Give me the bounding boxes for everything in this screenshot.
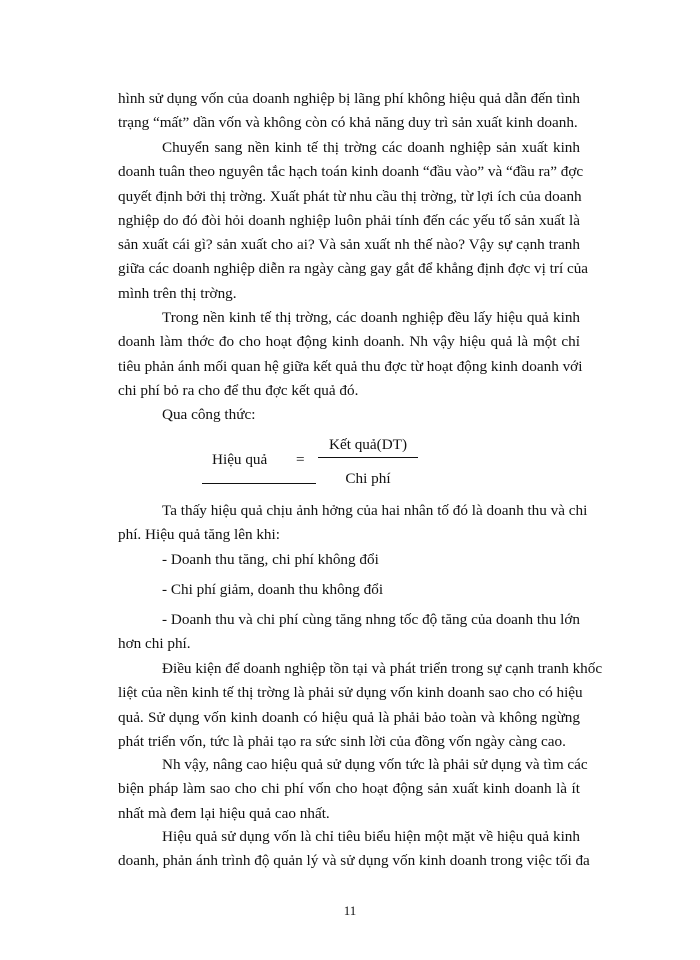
text-line: phí. Hiệu quả tăng lên khi: bbox=[118, 526, 280, 544]
text-line: - Chi phí giảm, doanh thu không đổi bbox=[162, 581, 384, 598]
text-line: tiêu phản ánh mối quan hệ giữa kết quả thu đợc từ hoạt động kinh doanh với bbox=[118, 357, 583, 375]
formula-denominator: Chi phí bbox=[345, 470, 391, 487]
bullet-1 bbox=[118, 548, 580, 572]
text-line: doanh, phản ánh trình độ quản lý và sử dụng vốn kinh doanh trong việc tối đa bbox=[118, 852, 590, 870]
bullet-3 bbox=[118, 608, 580, 657]
text-line: quyết định bởi thị trờng. Xuất phát từ nhu cầu thị trờng, từ lợi ích của doanh bbox=[118, 187, 582, 205]
bullet-2 bbox=[118, 578, 580, 602]
paragraph-1 bbox=[118, 87, 580, 136]
text-line: Qua công thức: bbox=[162, 406, 256, 423]
text-line: phát triển vốn, tức là phải tạo ra sức sinh lời của đồng vốn ngày càng cao. bbox=[118, 732, 566, 750]
formula-label: Hiệu quả bbox=[212, 451, 268, 468]
text-line: Trong nền kinh tế thị trờng, các doanh nghiệp đều lấy hiệu quả kinh bbox=[162, 309, 580, 326]
paragraph-3 bbox=[118, 306, 583, 403]
text-line: hơn chi phí. bbox=[118, 635, 191, 653]
paragraph-6 bbox=[118, 657, 603, 754]
text-line: biện pháp làm sao cho chi phí vốn cho hoạt động sản xuất kinh doanh là ít bbox=[118, 780, 580, 798]
paragraph-7 bbox=[118, 753, 588, 826]
page-number: 11 bbox=[343, 903, 357, 918]
formula-equals: = bbox=[296, 451, 305, 468]
formula-underline bbox=[202, 483, 316, 484]
text-line: chi phí bỏ ra cho để thu đợc kết quả đó. bbox=[118, 381, 359, 399]
text-line: liệt của nền kinh tế thị trờng là phải sử dụng vốn kinh doanh sao cho có hiệu bbox=[118, 684, 583, 702]
text-line: - Doanh thu tăng, chi phí không đổi bbox=[162, 551, 379, 568]
text-line: sản xuất cái gì? sản xuất cho ai? Và sản xuất nh thế nào? Vậy sự cạnh tranh bbox=[118, 236, 580, 254]
paragraph-2 bbox=[118, 136, 589, 306]
text-line: mình trên thị trờng. bbox=[118, 284, 237, 302]
paragraph-4 bbox=[118, 403, 580, 427]
text-line: nghiệp do đó đòi hỏi doanh nghiệp luôn phải tính đến các yếu tố sản xuất là bbox=[118, 211, 580, 229]
text-line: doanh làm thớc đo cho hoạt động kinh doanh. Nh vậy hiệu quả là một chỉ bbox=[118, 333, 580, 351]
text-line: quả. Sử dụng vốn kinh doanh có hiệu quả là phải bảo toàn và không ngừng bbox=[118, 708, 580, 726]
text-line: trạng “mất” dần vốn và không còn có khả năng duy trì sản xuất kinh doanh. bbox=[118, 114, 578, 132]
text-line: giữa các doanh nghiệp diễn ra ngày càng gay gắt để khẳng định đợc vị trí của bbox=[118, 260, 589, 278]
text-line: Chuyển sang nền kinh tế thị trờng các doanh nghiệp sản xuất kinh bbox=[162, 139, 580, 156]
text-line: Hiệu quả sử dụng vốn là chỉ tiêu biểu hiện một mặt về hiệu quả kinh bbox=[162, 828, 580, 845]
text-line: - Doanh thu và chi phí cùng tăng nhng tốc độ tăng của doanh thu lớn bbox=[162, 611, 580, 628]
text-line: hình sử dụng vốn của doanh nghiệp bị lãng phí không hiệu quả dẫn đến tình bbox=[118, 90, 580, 107]
text-line: Điều kiện để doanh nghiệp tồn tại và phát triển trong sự cạnh tranh khốc bbox=[162, 660, 603, 677]
text-line: nhất mà đem lại hiệu quả cao nhất. bbox=[118, 804, 330, 822]
paragraph-5 bbox=[118, 499, 588, 548]
formula-numerator: Kết quả(DT) bbox=[328, 436, 407, 453]
text-line: Ta thấy hiệu quả chịu ảnh hởng của hai nhân tố đó là doanh thu và chi bbox=[162, 502, 588, 519]
text-line: doanh tuân theo nguyên tắc hạch toán kinh doanh “đầu vào” và “đầu ra” đợc bbox=[118, 163, 584, 181]
paragraph-8 bbox=[118, 825, 590, 874]
text-line: Nh vậy, nâng cao hiệu quả sử dụng vốn tức là phải sử dụng và tìm các bbox=[162, 756, 588, 773]
fraction-bar bbox=[318, 457, 418, 458]
